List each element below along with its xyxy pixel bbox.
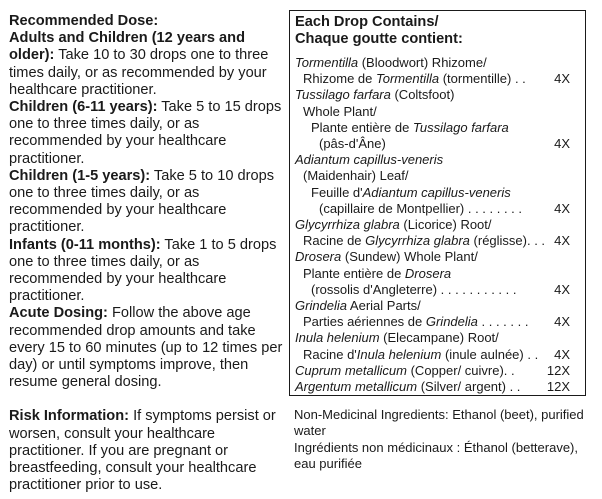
dilution: 4X <box>554 281 570 297</box>
ingredients-title: Each Drop Contains/ Chaque goutte contient: <box>295 14 463 47</box>
dilution: 12X <box>546 379 570 395</box>
ingredient-adiantum: Adiantum capillus-veneris (Maidenhair) Leaf/ Feuille d'Adiantum capillus-veneris (capillaire de Montpellier) . . . . . . . . 4X <box>295 152 585 217</box>
non-medicinal-fr: Ingrédients non médicinaux : Éthanol (betterave), eau purifiée <box>294 439 579 472</box>
ingredient-drosera: Drosera (Sundew) Whole Plant/ Plante entière de Drosera (rossolis d'Angleterre) . . . . . . . . . . . 4X <box>295 249 585 298</box>
ingredient-glycyrrhiza: Glycyrrhiza glabra (Licorice) Root/ Racine de Glycyrrhiza glabra (réglisse). . . 4X <box>295 217 585 249</box>
ingredient-cuprum: Cuprum metallicum (Copper/ cuivre). . 12X <box>295 363 585 379</box>
ingredient-argentum: Argentum metallicum (Silver/ argent) . . 12X <box>295 379 585 395</box>
ingredient-tormentilla: Tormentilla (Bloodwort) Rhizome/ Rhizome de Tormentilla (tormentille) . . 4X <box>295 55 585 87</box>
dilution: 4X <box>554 233 570 249</box>
dose-young-children: Children (1-5 years): Take 5 to 10 drops one to three times daily, or as recommended by your healthcare practitioner. <box>9 167 274 236</box>
dilution: 4X <box>554 71 570 87</box>
dosage-section <box>9 13 284 494</box>
dilution: 4X <box>554 136 570 152</box>
dose-adults: Adults and Children (12 years and older): Take 10 to 30 drops one to three times daily, or as recommended by your healthcare practitioner. <box>9 30 269 98</box>
dilution: 4X <box>554 314 570 330</box>
ingredient-inula: Inula helenium (Elecampane) Root/ Racine d'Inula helenium (inule aulnée) . . 4X <box>295 330 585 362</box>
non-medicinal-en: Non-Medicinal Ingredients: Ethanol (beet), purified water <box>294 407 584 439</box>
dose-infants: Infants (0-11 months): Take 1 to 5 drops one to three times daily, or as recommended by your healthcare practitioner. <box>9 236 277 305</box>
ingredient-grindelia: Grindelia Aerial Parts/ Parties aériennes de Grindelia . . . . . . . 4X <box>295 298 585 330</box>
dilution: 4X <box>554 346 570 362</box>
dilution: 4X <box>554 200 570 216</box>
dilution: 12X <box>546 362 570 378</box>
ingredient-tussilago: Tussilago farfara (Coltsfoot) Whole Plant/ Plante entière de Tussilago farfara (pâs-d'Âne) 4X <box>295 87 585 152</box>
dose-acute: Acute Dosing: Follow the above age recommended drop amounts and take every 15 to 60 minutes (up to 12 times per day) or until symptoms improve, then resume general dosing. <box>9 305 283 391</box>
ingredients-box <box>289 10 586 396</box>
non-medicinal-ingredients <box>294 407 584 473</box>
risk-information: Risk Information: If symptoms persist or worsen, consult your healthcare practitioner. If you are pregnant or breastfeeding, consult your healthcare practitioner prior to use. <box>9 408 276 494</box>
dose-title: Recommended Dose: <box>9 13 159 29</box>
dose-children: Children (6-11 years): Take 5 to 15 drops one to three times daily, or as recommended by your healthcare practitioner. <box>9 99 282 167</box>
